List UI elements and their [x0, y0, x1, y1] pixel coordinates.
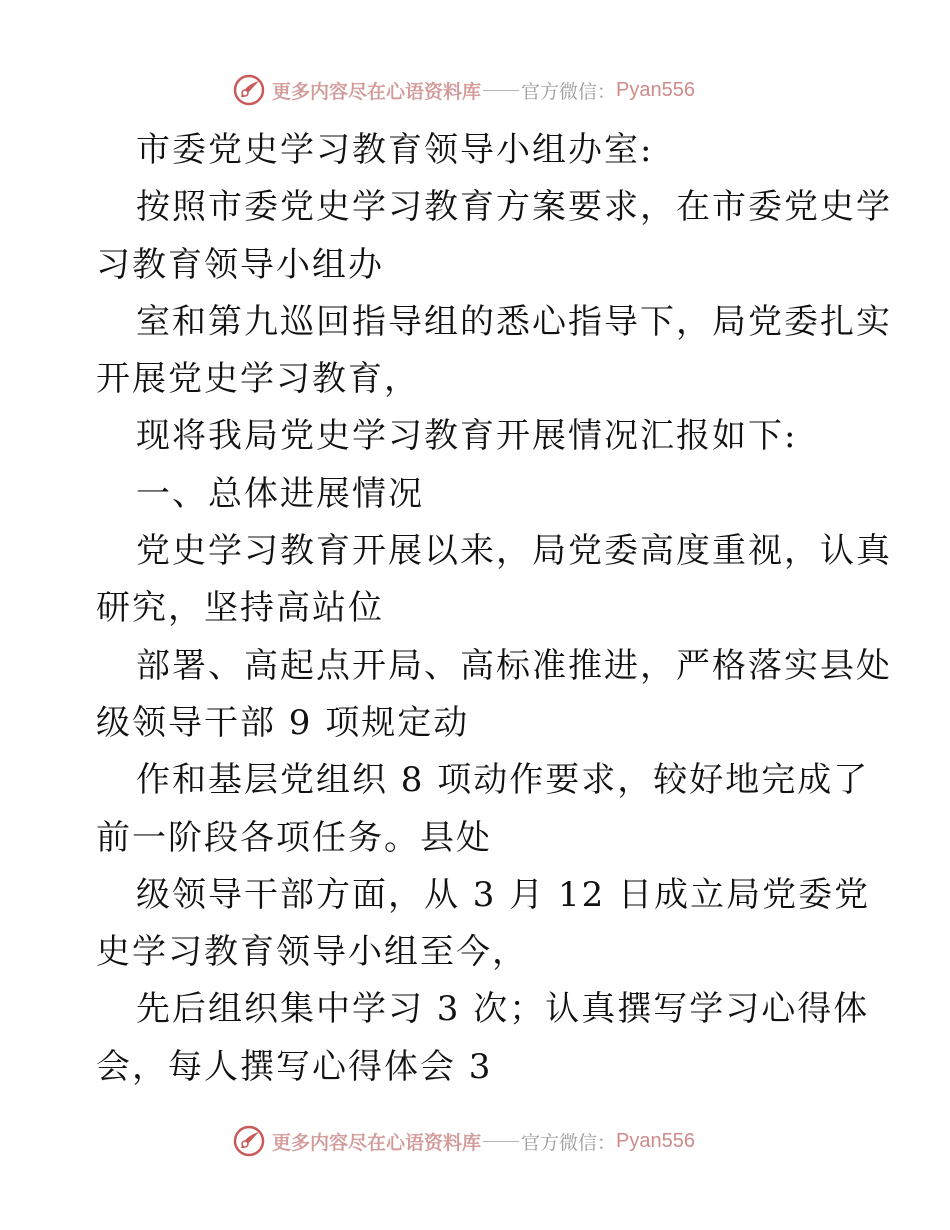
salutation-line: 市委党史学习教育领导小组办室:: [136, 130, 654, 170]
footer-watermark: [232, 1124, 695, 1158]
body-line: 部署、高起点开局、高标准推进，严格落实县处: [136, 645, 892, 686]
watermark-tail: 官方微信：: [521, 1131, 617, 1154]
body-line: 研究，坚持高站位: [96, 588, 384, 629]
watermark-dash: [483, 90, 519, 91]
watermark-tail: 官方微信：: [521, 80, 617, 103]
body-line: 现将我局党史学习教育开展情况汇报如下:: [136, 416, 798, 457]
watermark-dash: [483, 1141, 519, 1142]
body-line: 党史学习教育开展以来，局党委高度重视，认真: [136, 531, 892, 572]
section-heading: 一、总体进展情况: [136, 473, 424, 514]
document-body: [96, 122, 892, 1096]
body-line: 按照市委党史学习教育方案要求，在市委党史学: [136, 187, 892, 228]
watermark-text: 更多内容尽在心语资料库: [272, 80, 482, 103]
header-watermark: [232, 73, 695, 107]
body-line: 开展党史学习教育，: [96, 359, 420, 400]
body-line: 作和基层党组织 8 项动作要求，较好地完成了: [136, 760, 870, 801]
body-line: 会，每人撰写心得体会 3: [96, 1046, 493, 1087]
body-line: 习教育领导小组办: [96, 244, 384, 285]
body-line: 室和第九巡回指导组的悉心指导下，局党委扎实: [136, 301, 892, 342]
body-line: 先后组织集中学习 3 次；认真撰写学习心得体: [136, 989, 870, 1030]
watermark-text: 更多内容尽在心语资料库: [272, 1131, 482, 1154]
body-line: 史学习教育领导小组至今，: [96, 932, 528, 973]
body-line: 级领导干部方面，从 3 月 12 日成立局党委党: [136, 874, 871, 915]
body-line: 前一阶段各项任务。县处: [96, 817, 492, 858]
watermark-logo-icon: [232, 1124, 266, 1158]
watermark-id: Pyan556: [616, 1129, 695, 1152]
watermark-logo-icon: [232, 73, 266, 107]
watermark-id: Pyan556: [616, 78, 695, 101]
body-line: 级领导干部 9 项规定动: [96, 702, 470, 743]
